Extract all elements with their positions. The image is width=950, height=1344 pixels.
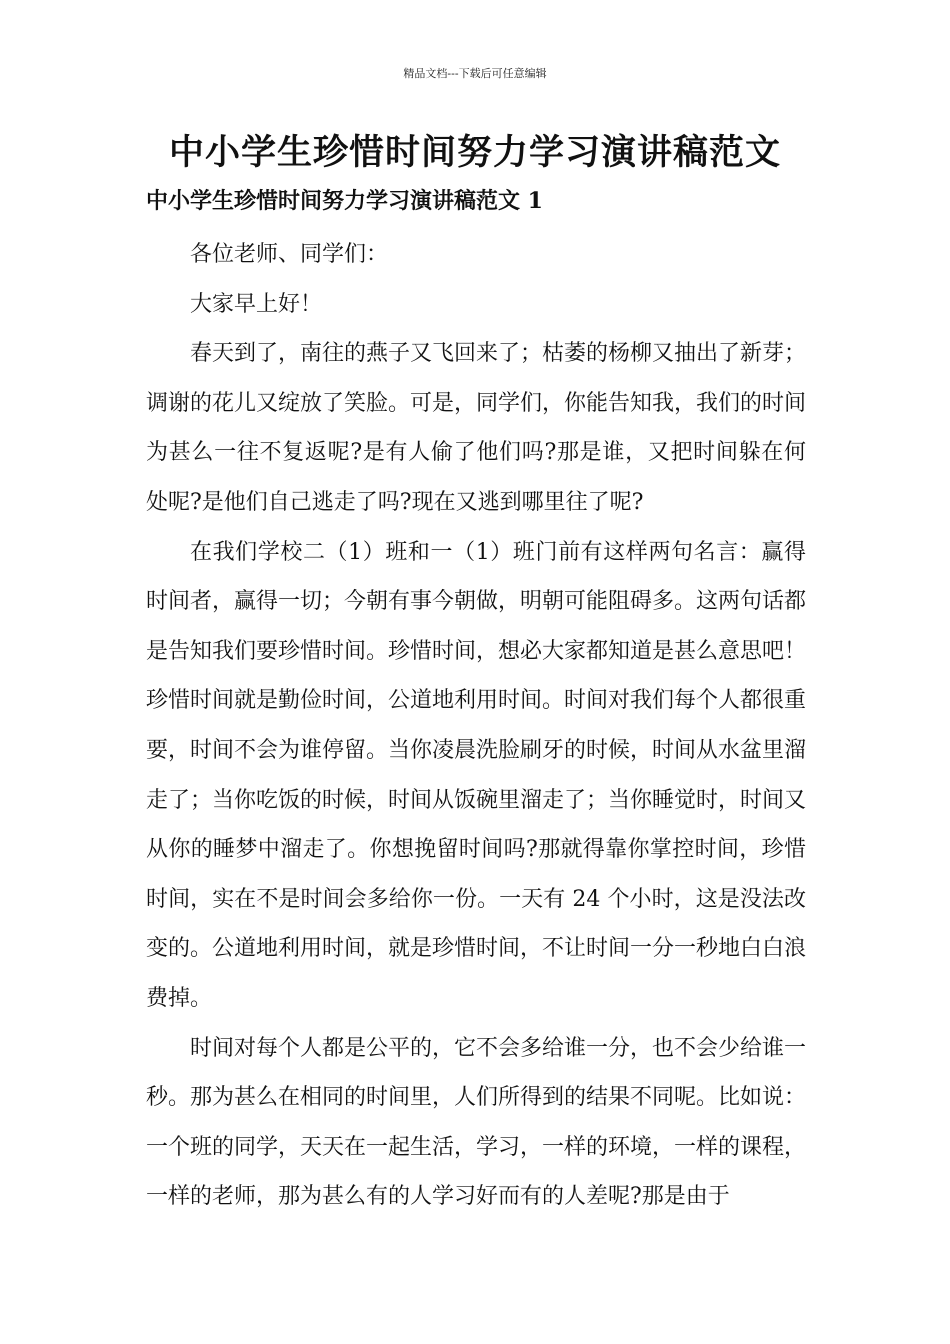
paragraph-time-fair: 时间对每个人都是公平的，它不会多给谁一分，也不会少给谁一秒。那为甚么在相同的时间里，人们所得到的结果不同呢。比如说：一个班的同学，天天在一起生活，学习，一样的环境，一样的课程，一样的老师，那为甚么有的人学习好而有的人差呢?那是由于 [146,1035,807,1210]
header-note: 精品文档---下载后可任意编辑 [403,67,547,80]
paragraph-school-quotes: 在我们学校二（1）班和一（1）班门前有这样两句名言：赢得时间者，赢得一切；今朝有事今朝做，明朝可能阻碍多。这两句话都是告知我们要珍惜时间。珍惜时间，想必大家都知道是甚么意思吧！珍惜时间就是勤俭时间，公道地利用时间。时间对我们每个人都很重要，时间不会为谁停留。当你凌晨洗脸刷牙的时候，时间从水盆里溜走了；当你吃饭的时候，时间从饭碗里溜走了；当你睡觉时，时间又从你的睡梦中溜走了。你想挽留时间吗?那就得靠你掌控时间，珍惜时间，实在不是时间会多给你一份。一天有 24 个小时，这是没法改变的。公道地利用时间，就是珍惜时间，不让时间一分一秒地白白浪费掉。 [146,539,807,1011]
section-heading: 中小学生珍惜时间努力学习演讲稿范文 1 [146,188,543,214]
paragraph-spring: 春天到了，南往的燕子又飞回来了；枯萎的杨柳又抽出了新芽；调谢的花儿又绽放了笑脸。可是，同学们，你能告知我，我们的时间为甚么一往不复返呢?是有人偷了他们吗?那是谁，又把时间躲在何处呢?是他们自己逃走了吗?现在又逃到哪里往了呢? [146,341,807,515]
document-title: 中小学生珍惜时间努力学习演讲稿范文 [168,133,781,173]
paragraph-good-morning: 大家早上好！ [190,291,323,317]
paragraph-greeting: 各位老师、同学们： [190,242,389,267]
body-text [146,230,806,1222]
